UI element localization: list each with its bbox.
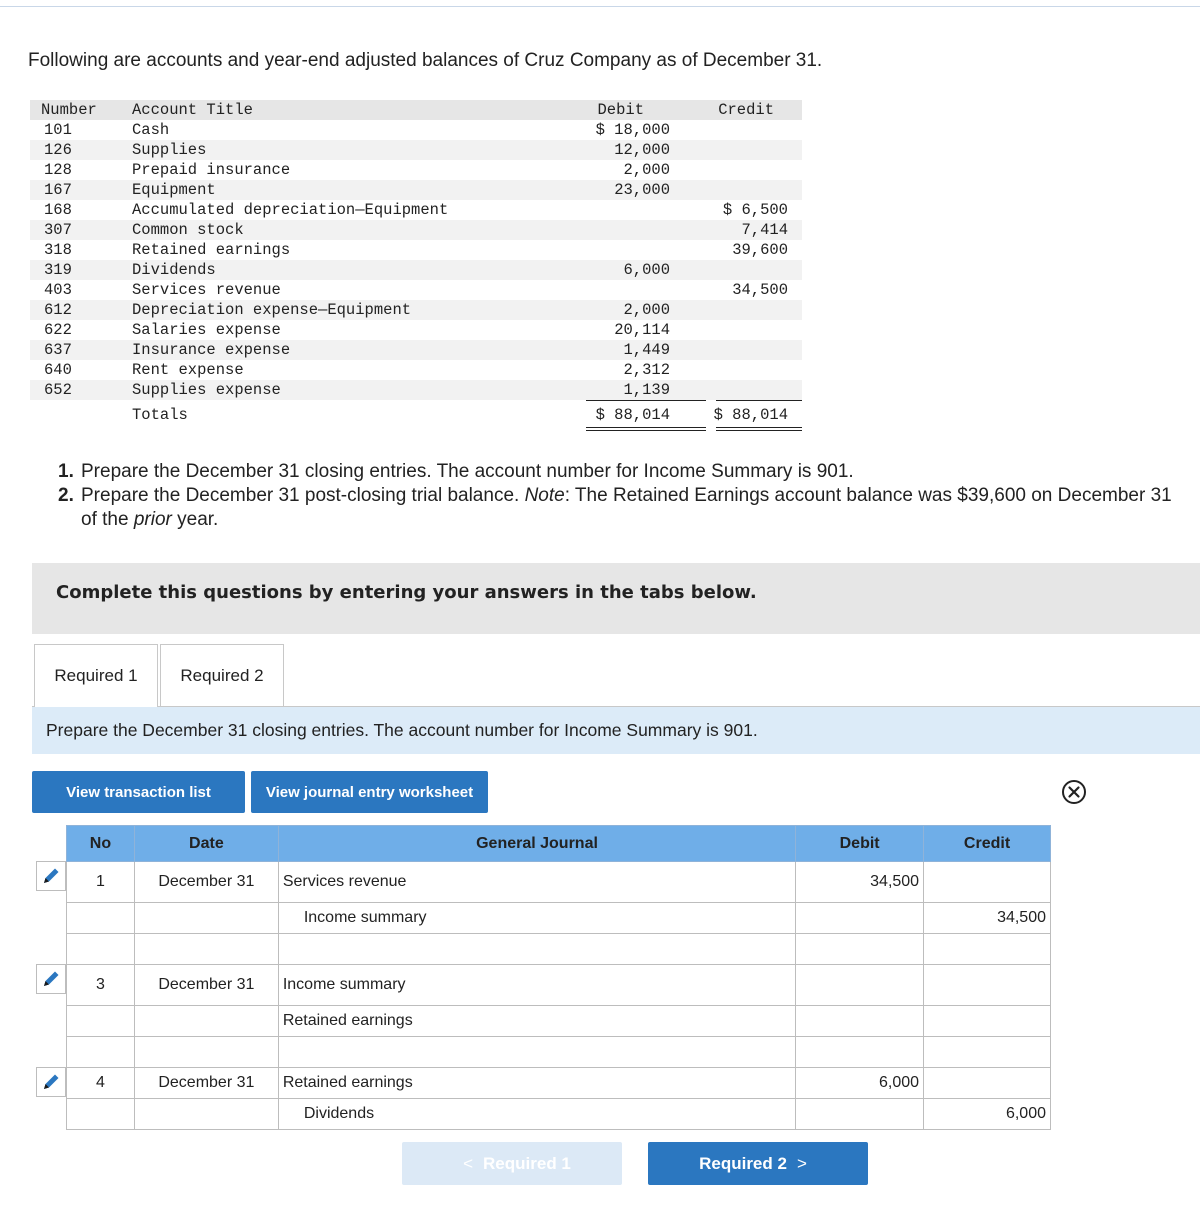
entry-credit xyxy=(924,965,1051,1006)
debit-double-underline-2 xyxy=(586,430,706,431)
table-row xyxy=(67,903,1051,934)
table-row xyxy=(67,1006,1051,1037)
account-title: Supplies xyxy=(132,141,207,159)
header-number: Number xyxy=(41,101,97,119)
table-row xyxy=(30,140,802,160)
debit-value: 1,139 xyxy=(623,381,670,399)
table-row xyxy=(30,300,802,320)
entry-credit: 34,500 xyxy=(924,903,1051,934)
entry-account xyxy=(278,934,795,965)
table-row xyxy=(30,280,802,300)
account-number: 128 xyxy=(44,161,72,179)
account-number: 126 xyxy=(44,141,72,159)
note-label: Note xyxy=(524,485,565,506)
header-debit: Debit xyxy=(597,101,644,119)
entry-account: Income summary xyxy=(278,903,795,934)
entry-date xyxy=(134,903,278,934)
account-number: 307 xyxy=(44,221,72,239)
account-title: Rent expense xyxy=(132,361,244,379)
close-icon[interactable] xyxy=(1060,778,1088,806)
table-row xyxy=(30,160,802,180)
previous-required-1-button[interactable] xyxy=(402,1142,622,1185)
header-no: No xyxy=(67,826,135,862)
tab-required-2[interactable]: Required 2 xyxy=(160,644,284,707)
pencil-icon xyxy=(37,1068,65,1096)
table-row xyxy=(67,862,1051,903)
table-row xyxy=(30,220,802,240)
top-divider xyxy=(0,6,1200,7)
debit-value: 2,312 xyxy=(623,361,670,379)
view-journal-entry-worksheet-button[interactable]: View journal entry worksheet xyxy=(251,771,488,813)
table-row xyxy=(67,1037,1051,1068)
instruction-banner xyxy=(32,563,1200,634)
entry-credit xyxy=(924,934,1051,965)
account-title: Supplies expense xyxy=(132,381,281,399)
account-number: 319 xyxy=(44,261,72,279)
credit-double-underline-2 xyxy=(716,430,802,431)
credit-value: 7,414 xyxy=(741,221,788,239)
chevron-left-icon: < xyxy=(463,1153,474,1173)
debit-double-underline xyxy=(586,427,706,428)
instruction-item-2 xyxy=(58,484,1178,532)
debit-value: 1,449 xyxy=(623,341,670,359)
account-title: Accumulated depreciation—Equipment xyxy=(132,201,449,219)
tab-required-1[interactable]: Required 1 xyxy=(34,644,158,707)
entry-no: 4 xyxy=(67,1068,135,1099)
entry-credit xyxy=(924,862,1051,903)
table-row xyxy=(30,180,802,200)
table-row xyxy=(30,200,802,220)
entry-account: Income summary xyxy=(278,965,795,1006)
account-number: 652 xyxy=(44,381,72,399)
account-title: Common stock xyxy=(132,221,244,239)
debit-value: 12,000 xyxy=(614,141,670,159)
entry-debit xyxy=(796,1099,924,1130)
credit-value: 34,500 xyxy=(732,281,788,299)
entry-debit xyxy=(796,965,924,1006)
debit-value: 20,114 xyxy=(614,321,670,339)
account-number: 167 xyxy=(44,181,72,199)
entry-debit xyxy=(796,1006,924,1037)
account-number: 637 xyxy=(44,341,72,359)
edit-entry-1-button[interactable] xyxy=(36,861,66,891)
debit-value: 6,000 xyxy=(623,261,670,279)
table-row xyxy=(67,934,1051,965)
item-number: 2. xyxy=(58,485,74,506)
chevron-right-icon: > xyxy=(796,1153,807,1173)
entry-debit: 34,500 xyxy=(796,862,924,903)
entry-date xyxy=(134,1099,278,1130)
entry-no xyxy=(67,1099,135,1130)
debit-value: 2,000 xyxy=(623,301,670,319)
view-transaction-list-button[interactable]: View transaction list xyxy=(32,771,245,813)
header-credit: Credit xyxy=(924,826,1051,862)
entry-date xyxy=(134,1037,278,1068)
table-row xyxy=(30,120,802,140)
item-number: 1. xyxy=(58,461,74,482)
table-row xyxy=(30,240,802,260)
account-title: Services revenue xyxy=(132,281,281,299)
header-debit: Debit xyxy=(796,826,924,862)
instruction-text: Prepare the December 31 closing entries. The account number for Income Summary is 901. xyxy=(81,461,854,482)
debit-value: 2,000 xyxy=(623,161,670,179)
table-row xyxy=(30,340,802,360)
entry-debit xyxy=(796,903,924,934)
table-row xyxy=(67,1068,1051,1099)
entry-credit xyxy=(924,1037,1051,1068)
totals-label: Totals xyxy=(132,406,188,424)
header-general-journal: General Journal xyxy=(278,826,795,862)
entry-account: Retained earnings xyxy=(278,1068,795,1099)
instruction-text: Prepare the December 31 post-closing trial balance. xyxy=(81,485,520,506)
entry-no xyxy=(67,1006,135,1037)
prev-label: Required 1 xyxy=(483,1153,571,1173)
debit-value: $ 18,000 xyxy=(595,121,670,139)
edit-entry-4-button[interactable] xyxy=(36,1067,66,1097)
entry-credit xyxy=(924,1006,1051,1037)
entry-debit xyxy=(796,1037,924,1068)
account-title: Dividends xyxy=(132,261,216,279)
table-row xyxy=(30,320,802,340)
entry-no: 1 xyxy=(67,862,135,903)
journal-header-row xyxy=(67,826,1051,862)
entry-account xyxy=(278,1037,795,1068)
credit-double-underline xyxy=(716,427,802,428)
intro-text: Following are accounts and year-end adjusted balances of Cruz Company as of December 31. xyxy=(28,50,823,71)
prior-word: prior xyxy=(133,509,172,530)
account-title: Salaries expense xyxy=(132,321,281,339)
header-date: Date xyxy=(134,826,278,862)
next-label: Required 2 xyxy=(699,1153,787,1173)
table-row xyxy=(30,260,802,280)
entry-debit: 6,000 xyxy=(796,1068,924,1099)
account-number: 622 xyxy=(44,321,72,339)
table-row xyxy=(30,380,802,400)
trial-balance xyxy=(30,100,802,430)
totals-credit: $ 88,014 xyxy=(713,406,788,424)
entry-date: December 31 xyxy=(134,965,278,1006)
entry-account: Dividends xyxy=(278,1099,795,1130)
entry-no xyxy=(67,934,135,965)
account-title: Equipment xyxy=(132,181,216,199)
table-row xyxy=(67,1099,1051,1130)
entry-no xyxy=(67,1037,135,1068)
entry-account: Retained earnings xyxy=(278,1006,795,1037)
account-number: 640 xyxy=(44,361,72,379)
credit-value: 39,600 xyxy=(732,241,788,259)
entry-credit: 6,000 xyxy=(924,1099,1051,1130)
header-credit: Credit xyxy=(718,101,774,119)
trial-balance-header xyxy=(30,100,802,120)
account-number: 403 xyxy=(44,281,72,299)
entry-date: December 31 xyxy=(134,1068,278,1099)
totals-row xyxy=(30,400,802,430)
entry-account: Services revenue xyxy=(278,862,795,903)
entry-credit xyxy=(924,1068,1051,1099)
entry-no xyxy=(67,903,135,934)
account-title: Insurance expense xyxy=(132,341,291,359)
account-title: Cash xyxy=(132,121,170,139)
edit-entry-3-button[interactable] xyxy=(36,964,66,994)
totals-debit: $ 88,014 xyxy=(595,406,670,424)
account-title: Depreciation expense—Equipment xyxy=(132,301,412,319)
banner-text: Complete this questions by entering your answers in the tabs below. xyxy=(56,582,757,603)
table-row xyxy=(67,965,1051,1006)
account-number: 318 xyxy=(44,241,72,259)
pencil-icon xyxy=(37,965,65,993)
account-number: 612 xyxy=(44,301,72,319)
instruction-text: year. xyxy=(177,509,219,530)
instructions xyxy=(58,460,1178,532)
entry-date xyxy=(134,934,278,965)
account-title: Retained earnings xyxy=(132,241,291,259)
general-journal-table xyxy=(66,825,1051,1130)
table-row xyxy=(30,360,802,380)
tab-instruction-strip xyxy=(32,706,1200,754)
header-title: Account Title xyxy=(132,101,253,119)
account-number: 168 xyxy=(44,201,72,219)
entry-date: December 31 xyxy=(134,862,278,903)
next-required-2-button[interactable] xyxy=(648,1142,868,1185)
tab-instruction-text: Prepare the December 31 closing entries. The account number for Income Summary is 901. xyxy=(46,720,758,740)
pencil-icon xyxy=(37,862,65,890)
account-number: 101 xyxy=(44,121,72,139)
instruction-item-1 xyxy=(58,460,1178,484)
instruction-text: : The Retained Earnings account balance was $39,600 on December 31 of the xyxy=(81,485,1172,530)
account-title: Prepaid insurance xyxy=(132,161,291,179)
credit-value: $ 6,500 xyxy=(722,201,788,219)
entry-date xyxy=(134,1006,278,1037)
entry-no: 3 xyxy=(67,965,135,1006)
entry-debit xyxy=(796,934,924,965)
debit-value: 23,000 xyxy=(614,181,670,199)
